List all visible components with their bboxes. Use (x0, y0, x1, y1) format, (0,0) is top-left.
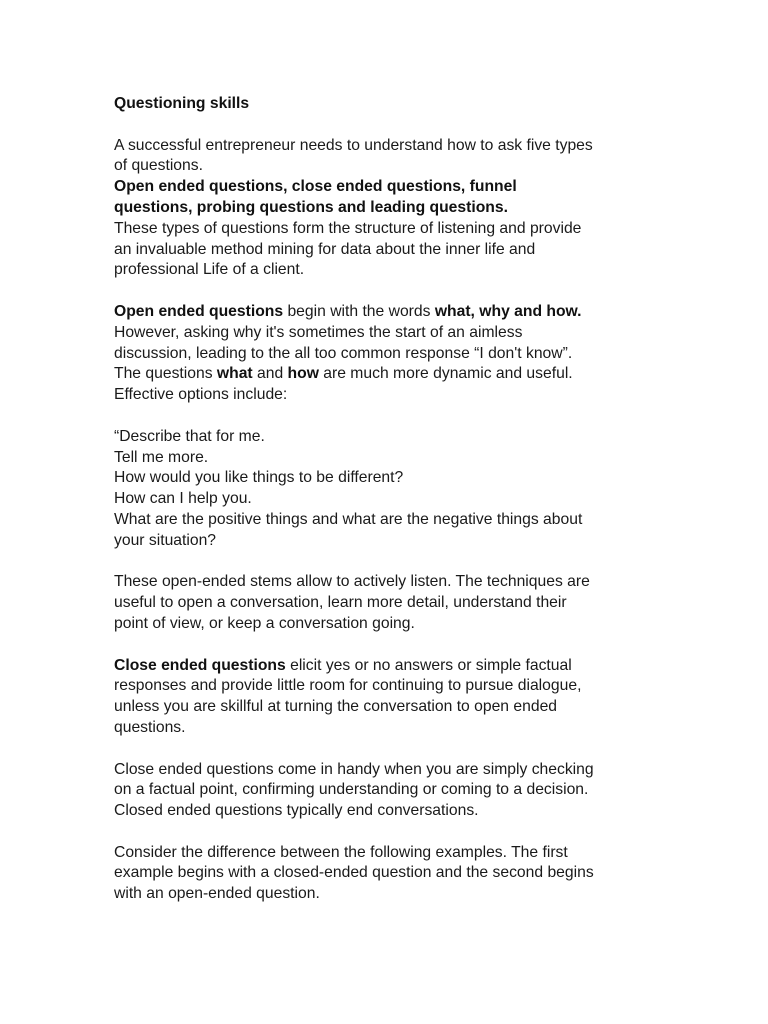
intro-bold-line: Open ended questions, close ended questions, funnel (114, 178, 517, 196)
open-ended-line (114, 302, 659, 323)
intro-line: These types of questions form the structure of listening and provide (114, 219, 582, 237)
close-ended-text: elicit yes or no answers or simple factual (285, 656, 572, 674)
close-ended-line (114, 656, 659, 677)
consider-line: with an open-ended question. (114, 885, 320, 903)
example-line: your situation? (114, 531, 217, 549)
consider-paragraph (114, 843, 659, 905)
open-ended-term: Open ended questions (114, 302, 284, 320)
close-ended-line: unless you are skillful at turning the conversation to open ended (114, 698, 558, 716)
example-line: “Describe that for me. (114, 427, 265, 445)
close-ended-usage-paragraph (114, 760, 659, 822)
close-ended-paragraph (114, 656, 659, 739)
intro-line: A successful entrepreneur needs to understand how to ask five types (114, 136, 593, 154)
intro-line: an invaluable method mining for data about the inner life and (114, 240, 536, 258)
intro-line: of questions. (114, 157, 203, 175)
examples-list (114, 427, 659, 552)
open-ended-line: Effective options include: (114, 386, 288, 404)
open-ended-word-how: how (287, 365, 319, 383)
stems-line: useful to open a conversation, learn more detail, understand their (114, 594, 567, 612)
open-ended-text: are much more dynamic and useful. (318, 365, 573, 383)
intro-line: professional Life of a client. (114, 261, 305, 279)
consider-line: example begins with a closed-ended question and the second begins (114, 864, 594, 882)
usage-line: Close ended questions come in handy when you are simply checking (114, 760, 594, 778)
spacer (114, 115, 659, 136)
intro-bold-line: questions, probing questions and leading questions. (114, 198, 508, 216)
stems-line: point of view, or keep a conversation going. (114, 614, 415, 632)
open-ended-text: The questions (114, 365, 217, 383)
example-line: How would you like things to be different? (114, 469, 404, 487)
document-page (114, 94, 659, 905)
open-ended-paragraph (114, 302, 659, 406)
document-title: Questioning skills (114, 95, 250, 112)
close-ended-line: questions. (114, 718, 186, 736)
spacer (114, 281, 659, 302)
intro-paragraph (114, 136, 659, 282)
spacer (114, 822, 659, 843)
example-line: How can I help you. (114, 490, 252, 508)
open-ended-text: begin with the words (283, 302, 435, 320)
example-line: Tell me more. (114, 448, 209, 466)
open-ended-line: However, asking why it's sometimes the start of an aimless (114, 323, 523, 341)
stems-paragraph (114, 572, 659, 634)
open-ended-text: and (252, 365, 288, 383)
open-ended-line (114, 364, 659, 385)
open-ended-words: what, why and how. (434, 302, 582, 320)
spacer (114, 406, 659, 427)
spacer (114, 552, 659, 573)
usage-line: on a factual point, confirming understanding or coming to a decision. (114, 781, 589, 799)
example-line: What are the positive things and what are the negative things about (114, 510, 583, 528)
usage-line: Closed ended questions typically end conversations. (114, 802, 479, 820)
close-ended-term: Close ended questions (114, 656, 286, 674)
open-ended-word-what: what (216, 365, 253, 383)
spacer (114, 739, 659, 760)
close-ended-line: responses and provide little room for continuing to pursue dialogue, (114, 677, 582, 695)
consider-line: Consider the difference between the following examples. The first (114, 843, 568, 861)
stems-line: These open-ended stems allow to actively listen. The techniques are (114, 573, 590, 591)
spacer (114, 635, 659, 656)
open-ended-line: discussion, leading to the all too common response “I don't know”. (114, 344, 573, 362)
